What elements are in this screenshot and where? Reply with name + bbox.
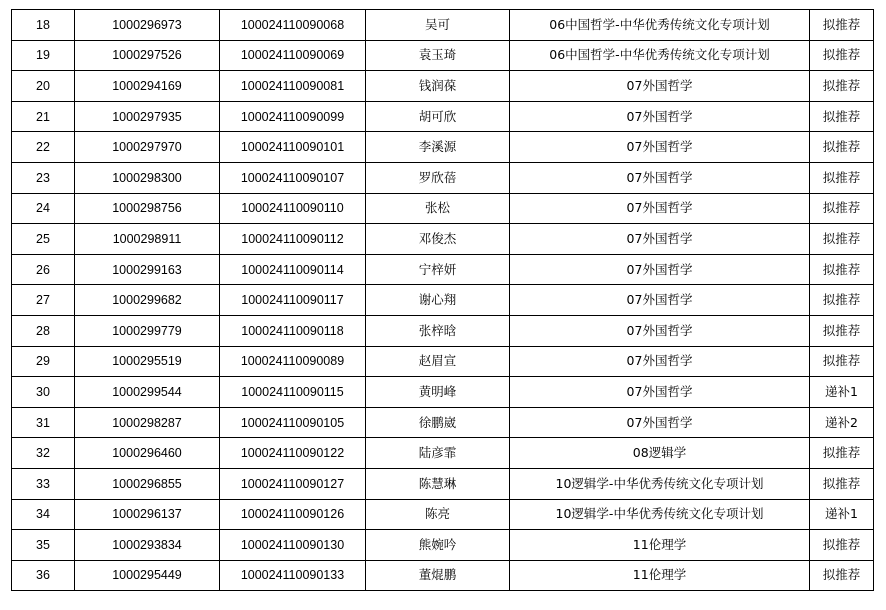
registration-id-cell: 100024110090130	[220, 530, 366, 561]
status-cell: 拟推荐	[810, 285, 874, 316]
major-cell: 07外国哲学	[510, 377, 810, 408]
registration-id-cell: 100024110090107	[220, 162, 366, 193]
exam-id-cell: 1000298300	[75, 162, 220, 193]
candidate-name-cell: 袁玉琦	[366, 40, 510, 71]
status-cell: 递补1	[810, 499, 874, 530]
row-number-cell: 36	[12, 560, 75, 591]
exam-id-cell: 1000298287	[75, 407, 220, 438]
major-cell: 07外国哲学	[510, 193, 810, 224]
row-number-cell: 33	[12, 468, 75, 499]
status-cell: 拟推荐	[810, 254, 874, 285]
row-number-cell: 26	[12, 254, 75, 285]
registration-id-cell: 100024110090117	[220, 285, 366, 316]
status-cell: 拟推荐	[810, 346, 874, 377]
registration-id-cell: 100024110090133	[220, 560, 366, 591]
table-row	[12, 40, 874, 71]
exam-id-cell: 1000299682	[75, 285, 220, 316]
registration-id-cell: 100024110090099	[220, 101, 366, 132]
status-cell: 拟推荐	[810, 71, 874, 102]
registration-id-cell: 100024110090114	[220, 254, 366, 285]
exam-id-cell: 1000296460	[75, 438, 220, 469]
registration-id-cell: 100024110090101	[220, 132, 366, 163]
registration-id-cell: 100024110090115	[220, 377, 366, 408]
candidate-name-cell: 钱润葆	[366, 71, 510, 102]
exam-id-cell: 1000296855	[75, 468, 220, 499]
exam-id-cell: 1000296973	[75, 10, 220, 41]
major-cell: 07外国哲学	[510, 315, 810, 346]
row-number-cell: 19	[12, 40, 75, 71]
status-cell: 拟推荐	[810, 162, 874, 193]
registration-id-cell: 100024110090112	[220, 224, 366, 255]
major-cell: 07外国哲学	[510, 224, 810, 255]
status-cell: 拟推荐	[810, 132, 874, 163]
table-row	[12, 499, 874, 530]
table-row	[12, 285, 874, 316]
major-cell: 10逻辑学-中华优秀传统文化专项计划	[510, 499, 810, 530]
status-cell: 拟推荐	[810, 10, 874, 41]
exam-id-cell: 1000298756	[75, 193, 220, 224]
exam-id-cell: 1000294169	[75, 71, 220, 102]
table-row	[12, 10, 874, 41]
exam-id-cell: 1000299163	[75, 254, 220, 285]
status-cell: 拟推荐	[810, 101, 874, 132]
table-row	[12, 468, 874, 499]
table-row	[12, 315, 874, 346]
registration-id-cell: 100024110090122	[220, 438, 366, 469]
major-cell: 11伦理学	[510, 530, 810, 561]
major-cell: 07外国哲学	[510, 101, 810, 132]
row-number-cell: 25	[12, 224, 75, 255]
candidate-name-cell: 李溪源	[366, 132, 510, 163]
status-cell: 递补1	[810, 377, 874, 408]
registration-id-cell: 100024110090110	[220, 193, 366, 224]
status-cell: 拟推荐	[810, 40, 874, 71]
status-cell: 拟推荐	[810, 468, 874, 499]
candidate-name-cell: 谢心翔	[366, 285, 510, 316]
candidate-name-cell: 陈慧琳	[366, 468, 510, 499]
table-row	[12, 438, 874, 469]
row-number-cell: 24	[12, 193, 75, 224]
candidate-name-cell: 罗欣蓓	[366, 162, 510, 193]
exam-id-cell: 1000299544	[75, 377, 220, 408]
candidate-name-cell: 黄明峰	[366, 377, 510, 408]
exam-id-cell: 1000295449	[75, 560, 220, 591]
candidate-name-cell: 董焜鹏	[366, 560, 510, 591]
row-number-cell: 22	[12, 132, 75, 163]
candidate-name-cell: 邓俊杰	[366, 224, 510, 255]
major-cell: 06中国哲学-中华优秀传统文化专项计划	[510, 40, 810, 71]
exam-id-cell: 1000297970	[75, 132, 220, 163]
candidate-name-cell: 张梓晗	[366, 315, 510, 346]
major-cell: 11伦理学	[510, 560, 810, 591]
status-cell: 拟推荐	[810, 530, 874, 561]
registration-id-cell: 100024110090081	[220, 71, 366, 102]
table-row	[12, 346, 874, 377]
table-row	[12, 193, 874, 224]
major-cell: 07外国哲学	[510, 407, 810, 438]
status-cell: 拟推荐	[810, 224, 874, 255]
row-number-cell: 32	[12, 438, 75, 469]
status-cell: 拟推荐	[810, 193, 874, 224]
major-cell: 07外国哲学	[510, 285, 810, 316]
table-row	[12, 530, 874, 561]
candidate-name-cell: 张松	[366, 193, 510, 224]
registration-id-cell: 100024110090069	[220, 40, 366, 71]
table-row	[12, 162, 874, 193]
exam-id-cell: 1000298911	[75, 224, 220, 255]
status-cell: 拟推荐	[810, 560, 874, 591]
registration-id-cell: 100024110090068	[220, 10, 366, 41]
candidate-name-cell: 宁梓妍	[366, 254, 510, 285]
row-number-cell: 34	[12, 499, 75, 530]
registration-id-cell: 100024110090105	[220, 407, 366, 438]
row-number-cell: 29	[12, 346, 75, 377]
registration-id-cell: 100024110090118	[220, 315, 366, 346]
status-cell: 拟推荐	[810, 315, 874, 346]
registration-id-cell: 100024110090089	[220, 346, 366, 377]
registration-id-cell: 100024110090126	[220, 499, 366, 530]
table-row	[12, 224, 874, 255]
candidate-name-cell: 熊婉吟	[366, 530, 510, 561]
major-cell: 06中国哲学-中华优秀传统文化专项计划	[510, 10, 810, 41]
table-row	[12, 560, 874, 591]
candidate-name-cell: 陈亮	[366, 499, 510, 530]
candidate-name-cell: 赵眉宣	[366, 346, 510, 377]
exam-id-cell: 1000296137	[75, 499, 220, 530]
major-cell: 08逻辑学	[510, 438, 810, 469]
exam-id-cell: 1000293834	[75, 530, 220, 561]
row-number-cell: 35	[12, 530, 75, 561]
row-number-cell: 31	[12, 407, 75, 438]
candidate-table	[11, 9, 874, 591]
candidate-name-cell: 胡可欣	[366, 101, 510, 132]
row-number-cell: 30	[12, 377, 75, 408]
row-number-cell: 27	[12, 285, 75, 316]
major-cell: 07外国哲学	[510, 71, 810, 102]
table-row	[12, 71, 874, 102]
row-number-cell: 23	[12, 162, 75, 193]
row-number-cell: 21	[12, 101, 75, 132]
status-cell: 拟推荐	[810, 438, 874, 469]
candidate-name-cell: 吴可	[366, 10, 510, 41]
major-cell: 10逻辑学-中华优秀传统文化专项计划	[510, 468, 810, 499]
table-row	[12, 377, 874, 408]
exam-id-cell: 1000297526	[75, 40, 220, 71]
candidate-name-cell: 陆彦霏	[366, 438, 510, 469]
major-cell: 07外国哲学	[510, 162, 810, 193]
exam-id-cell: 1000299779	[75, 315, 220, 346]
row-number-cell: 18	[12, 10, 75, 41]
table-body	[12, 10, 874, 591]
status-cell: 递补2	[810, 407, 874, 438]
candidate-name-cell: 徐鹏崴	[366, 407, 510, 438]
exam-id-cell: 1000297935	[75, 101, 220, 132]
table-row	[12, 407, 874, 438]
table-row	[12, 254, 874, 285]
row-number-cell: 28	[12, 315, 75, 346]
registration-id-cell: 100024110090127	[220, 468, 366, 499]
table-row	[12, 101, 874, 132]
row-number-cell: 20	[12, 71, 75, 102]
exam-id-cell: 1000295519	[75, 346, 220, 377]
major-cell: 07外国哲学	[510, 132, 810, 163]
major-cell: 07外国哲学	[510, 346, 810, 377]
major-cell: 07外国哲学	[510, 254, 810, 285]
table-row	[12, 132, 874, 163]
